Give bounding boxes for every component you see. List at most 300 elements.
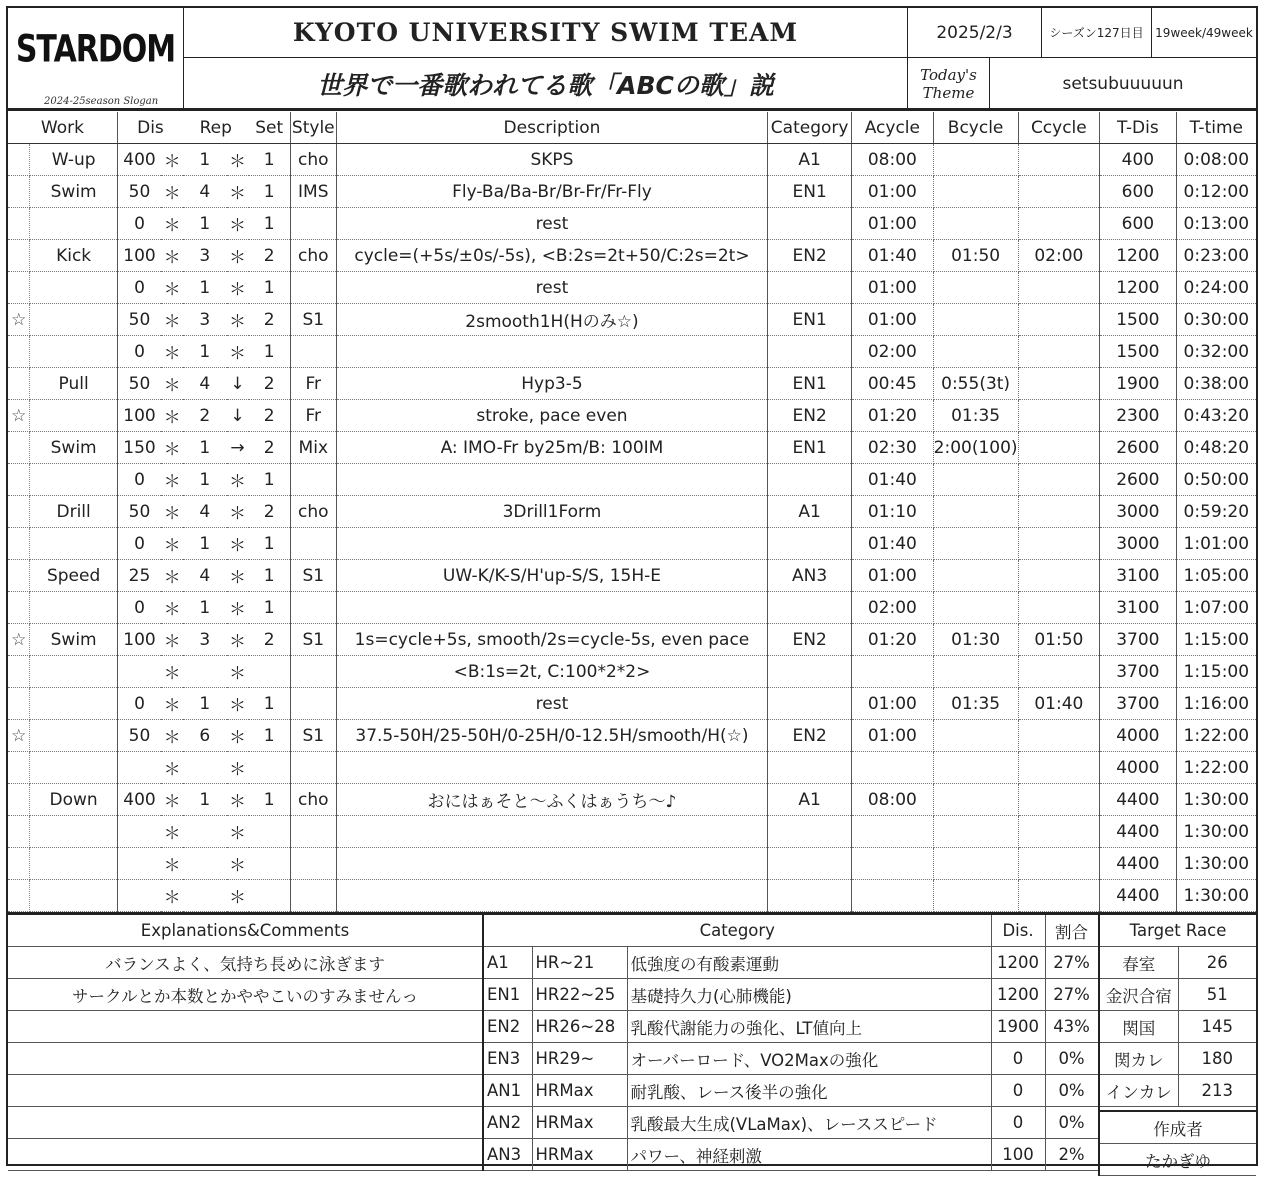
rep-cell [183, 848, 227, 880]
mult-symbol: ＊ [161, 656, 183, 688]
workout-row [8, 880, 1256, 912]
description-cell: rest [336, 208, 767, 240]
category-dis: 0 [991, 1075, 1045, 1107]
bcycle-cell [933, 656, 1018, 688]
set-symbol: ＊ [227, 816, 249, 848]
mult-symbol: ＊ [161, 336, 183, 368]
rep-cell: 1 [183, 464, 227, 496]
week-cell: 19week/49week [1152, 8, 1256, 58]
race-name: 金沢合宿 [1100, 979, 1178, 1011]
ccycle-cell [1018, 272, 1100, 304]
category-dis: 1900 [991, 1011, 1045, 1043]
dis-cell: 50 [117, 176, 161, 208]
work-cell [30, 752, 117, 784]
ttime-cell: 0:12:00 [1176, 176, 1256, 208]
rep-cell: 6 [183, 720, 227, 752]
category-section [482, 915, 1100, 1171]
style-cell [290, 752, 336, 784]
category-title: Category [484, 915, 991, 947]
star-cell [8, 752, 30, 784]
star-cell [8, 208, 30, 240]
dis-cell: 50 [117, 496, 161, 528]
set-cell [249, 816, 291, 848]
bcycle-cell [933, 496, 1018, 528]
acycle-cell: 08:00 [852, 144, 934, 176]
bcycle-cell: 01:50 [933, 240, 1018, 272]
description-cell: 1s=cycle+5s, smooth/2s=cycle-5s, even pace [336, 624, 767, 656]
col-description: Description [336, 112, 767, 144]
work-cell [30, 688, 117, 720]
set-symbol: ＊ [227, 176, 249, 208]
set-cell: 1 [249, 208, 291, 240]
race-name: 春室 [1100, 947, 1178, 979]
category-cell: EN1 [768, 176, 852, 208]
workout-row [8, 464, 1256, 496]
set-symbol: ＊ [227, 784, 249, 816]
comment-line: バランスよく、気持ち長めに泳ぎます [8, 947, 482, 979]
star-cell [8, 272, 30, 304]
mult-symbol: ＊ [161, 592, 183, 624]
work-cell: Speed [30, 560, 117, 592]
category-ratio: 2% [1045, 1139, 1098, 1171]
ccycle-cell [1018, 560, 1100, 592]
work-cell: Down [30, 784, 117, 816]
rep-cell [183, 656, 227, 688]
set-cell: 2 [249, 240, 291, 272]
style-cell: S1 [290, 560, 336, 592]
tdis-cell: 3700 [1100, 624, 1176, 656]
set-cell: 1 [249, 592, 291, 624]
col-acycle: Acycle [852, 112, 934, 144]
bcycle-cell [933, 304, 1018, 336]
comment-line: サークルとか本数とかややこいのすみませんっ [8, 979, 482, 1011]
work-cell: Swim [30, 176, 117, 208]
set-cell: 1 [249, 272, 291, 304]
race-days: 180 [1178, 1043, 1256, 1075]
star-cell [8, 336, 30, 368]
category-code: EN2 [484, 1011, 532, 1043]
col-style: Style [290, 112, 336, 144]
category-cell: EN1 [768, 368, 852, 400]
style-cell [290, 816, 336, 848]
work-cell: Drill [30, 496, 117, 528]
tdis-cell: 4000 [1100, 720, 1176, 752]
mult-symbol: ＊ [161, 880, 183, 912]
work-cell [30, 592, 117, 624]
description-cell: おにはぁそと～ふくはぁうち～♪ [336, 784, 767, 816]
theme-label-line1: Today's [920, 65, 977, 84]
table-header-row [8, 112, 1256, 144]
star-cell: ☆ [8, 304, 30, 336]
tdis-cell: 3000 [1100, 496, 1176, 528]
set-symbol: ＊ [227, 336, 249, 368]
workout-row [8, 304, 1256, 336]
category-row [484, 1075, 1098, 1107]
dis-cell: 100 [117, 400, 161, 432]
ccycle-cell [1018, 656, 1100, 688]
tdis-cell: 3000 [1100, 528, 1176, 560]
set-symbol: ＊ [227, 528, 249, 560]
acycle-cell: 02:00 [852, 592, 934, 624]
ttime-cell: 0:38:00 [1176, 368, 1256, 400]
mult-symbol: ＊ [161, 272, 183, 304]
description-cell [336, 752, 767, 784]
mult-symbol: ＊ [161, 432, 183, 464]
category-cell [768, 880, 852, 912]
ccycle-cell: 01:40 [1018, 688, 1100, 720]
category-hr: HR~21 [532, 947, 627, 979]
rep-cell: 1 [183, 528, 227, 560]
ttime-cell: 1:30:00 [1176, 816, 1256, 848]
dis-cell: 50 [117, 368, 161, 400]
ccycle-cell [1018, 720, 1100, 752]
dis-cell: 0 [117, 336, 161, 368]
rep-cell: 4 [183, 176, 227, 208]
mult-symbol: ＊ [161, 752, 183, 784]
workout-row [8, 208, 1256, 240]
dis-cell [117, 816, 161, 848]
author-label: 作成者 [1100, 1111, 1256, 1144]
dis-cell [117, 880, 161, 912]
col-category: Category [768, 112, 852, 144]
set-symbol: ＊ [227, 848, 249, 880]
acycle-cell: 02:00 [852, 336, 934, 368]
dis-cell: 0 [117, 688, 161, 720]
rep-cell: 3 [183, 624, 227, 656]
ttime-cell: 1:05:00 [1176, 560, 1256, 592]
mult-symbol: ＊ [161, 208, 183, 240]
bcycle-cell [933, 880, 1018, 912]
category-dis: 0 [991, 1043, 1045, 1075]
mult-symbol: ＊ [161, 144, 183, 176]
workout-row [8, 656, 1256, 688]
star-cell [8, 432, 30, 464]
style-cell: cho [290, 240, 336, 272]
category-cell [768, 208, 852, 240]
style-cell [290, 528, 336, 560]
dis-cell: 150 [117, 432, 161, 464]
workout-row [8, 848, 1256, 880]
acycle-cell: 01:20 [852, 624, 934, 656]
rep-cell: 1 [183, 272, 227, 304]
race-days: 51 [1178, 979, 1256, 1011]
race-days: 145 [1178, 1011, 1256, 1043]
star-cell [8, 784, 30, 816]
set-cell: 1 [249, 688, 291, 720]
star-cell [8, 688, 30, 720]
style-cell: Fr [290, 368, 336, 400]
rep-cell: 4 [183, 368, 227, 400]
category-code: AN3 [484, 1139, 532, 1171]
star-cell [8, 848, 30, 880]
set-symbol: ＊ [227, 560, 249, 592]
work-cell: W-up [30, 144, 117, 176]
description-cell [336, 464, 767, 496]
dis-cell: 0 [117, 272, 161, 304]
category-hr: HRMax [532, 1075, 627, 1107]
category-cell: EN2 [768, 720, 852, 752]
ccycle-cell [1018, 400, 1100, 432]
style-cell: cho [290, 784, 336, 816]
category-cell [768, 656, 852, 688]
category-row [484, 947, 1098, 979]
bcycle-cell: 0:55(3t) [933, 368, 1018, 400]
bcycle-cell [933, 208, 1018, 240]
set-symbol: ＊ [227, 496, 249, 528]
style-cell: S1 [290, 304, 336, 336]
stardom-logo: STARDOM [15, 27, 176, 72]
style-cell [290, 656, 336, 688]
ttime-cell: 1:15:00 [1176, 624, 1256, 656]
category-cell [768, 336, 852, 368]
col-bcycle: Bcycle [933, 112, 1018, 144]
ttime-cell: 1:07:00 [1176, 592, 1256, 624]
set-symbol: ↓ [227, 368, 249, 400]
bcycle-cell [933, 816, 1018, 848]
category-cell: EN1 [768, 432, 852, 464]
star-cell [8, 176, 30, 208]
season-day-cell: シーズン127日目 [1042, 8, 1152, 58]
tdis-cell: 1200 [1100, 272, 1176, 304]
bcycle-cell: 01:35 [933, 400, 1018, 432]
work-cell [30, 208, 117, 240]
ccycle-cell [1018, 848, 1100, 880]
work-cell [30, 656, 117, 688]
acycle-cell: 01:40 [852, 464, 934, 496]
workout-table [8, 112, 1256, 912]
dis-cell: 100 [117, 624, 161, 656]
rep-cell: 1 [183, 784, 227, 816]
style-cell: cho [290, 496, 336, 528]
dis-cell [117, 848, 161, 880]
star-cell [8, 240, 30, 272]
col-dis: Dis [117, 112, 183, 144]
category-cell [768, 688, 852, 720]
rep-cell [183, 880, 227, 912]
mult-symbol: ＊ [161, 496, 183, 528]
style-cell [290, 208, 336, 240]
set-cell [249, 656, 291, 688]
set-cell: 2 [249, 304, 291, 336]
star-cell [8, 560, 30, 592]
set-cell: 1 [249, 560, 291, 592]
acycle-cell [852, 656, 934, 688]
work-cell: Kick [30, 240, 117, 272]
tdis-cell: 600 [1100, 208, 1176, 240]
category-ratio: 27% [1045, 947, 1098, 979]
workout-row [8, 400, 1256, 432]
acycle-cell: 01:00 [852, 720, 934, 752]
description-cell: 2smooth1H(Hのみ☆) [336, 304, 767, 336]
race-row [1100, 979, 1256, 1011]
set-symbol: ＊ [227, 880, 249, 912]
workout-row [8, 624, 1256, 656]
description-cell: Fly-Ba/Ba-Br/Br-Fr/Fr-Fly [336, 176, 767, 208]
rep-cell: 2 [183, 400, 227, 432]
bcycle-cell [933, 528, 1018, 560]
workout-row [8, 336, 1256, 368]
work-cell [30, 816, 117, 848]
ttime-cell: 1:22:00 [1176, 720, 1256, 752]
category-row [484, 1011, 1098, 1043]
star-cell [8, 496, 30, 528]
ttime-cell: 1:16:00 [1176, 688, 1256, 720]
set-cell: 1 [249, 464, 291, 496]
tdis-cell: 2600 [1100, 464, 1176, 496]
workout-row [8, 688, 1256, 720]
category-cell: A1 [768, 144, 852, 176]
acycle-cell: 01:00 [852, 176, 934, 208]
description-cell: rest [336, 688, 767, 720]
category-cell [768, 848, 852, 880]
mult-symbol: ＊ [161, 816, 183, 848]
category-cell: A1 [768, 496, 852, 528]
category-cell [768, 752, 852, 784]
dis-cell: 25 [117, 560, 161, 592]
category-cell: EN1 [768, 304, 852, 336]
bcycle-cell [933, 144, 1018, 176]
tdis-cell: 4400 [1100, 848, 1176, 880]
description-cell: stroke, pace even [336, 400, 767, 432]
theme-label [908, 58, 990, 110]
work-cell: Swim [30, 432, 117, 464]
description-cell [336, 528, 767, 560]
ttime-cell: 0:59:20 [1176, 496, 1256, 528]
style-cell [290, 880, 336, 912]
ccycle-cell [1018, 752, 1100, 784]
set-symbol: ＊ [227, 240, 249, 272]
race-row [1100, 1011, 1256, 1043]
race-name: 関国 [1100, 1011, 1178, 1043]
category-desc: パワー、神経刺激 [627, 1139, 991, 1171]
workout-row [8, 272, 1256, 304]
tdis-cell: 3100 [1100, 560, 1176, 592]
category-hr: HR22~25 [532, 979, 627, 1011]
category-ratio-header: 割合 [1045, 915, 1098, 947]
category-cell: EN2 [768, 240, 852, 272]
description-cell: 3Drill1Form [336, 496, 767, 528]
ccycle-cell: 01:50 [1018, 624, 1100, 656]
race-name: インカレ [1100, 1075, 1178, 1107]
category-desc: オーバーロード、VO2Maxの強化 [627, 1043, 991, 1075]
logo-cell [8, 8, 184, 110]
category-row [484, 1139, 1098, 1171]
category-row [484, 1107, 1098, 1139]
ttime-cell: 0:24:00 [1176, 272, 1256, 304]
tdis-cell: 1900 [1100, 368, 1176, 400]
target-race-section [1098, 915, 1258, 1176]
bcycle-cell [933, 592, 1018, 624]
description-cell: A: IMO-Fr by25m/B: 100IM [336, 432, 767, 464]
work-cell [30, 400, 117, 432]
comment-line [8, 1043, 482, 1075]
star-cell: ☆ [8, 624, 30, 656]
dis-cell: 50 [117, 720, 161, 752]
set-symbol: ＊ [227, 208, 249, 240]
category-ratio: 0% [1045, 1107, 1098, 1139]
ttime-cell: 0:43:20 [1176, 400, 1256, 432]
category-code: EN1 [484, 979, 532, 1011]
category-ratio: 0% [1045, 1075, 1098, 1107]
bcycle-cell: 01:30 [933, 624, 1018, 656]
race-row [1100, 947, 1256, 979]
description-cell: UW-K/K-S/H'up-S/S, 15H-E [336, 560, 767, 592]
mult-symbol: ＊ [161, 528, 183, 560]
rep-cell: 4 [183, 560, 227, 592]
set-symbol: ＊ [227, 624, 249, 656]
comments-section [8, 915, 482, 1171]
set-cell [249, 880, 291, 912]
tdis-cell: 400 [1100, 144, 1176, 176]
dis-cell: 400 [117, 144, 161, 176]
col-rep: Rep [183, 112, 248, 144]
ttime-cell: 1:30:00 [1176, 880, 1256, 912]
set-cell: 2 [249, 368, 291, 400]
category-desc: 耐乳酸、レース後半の強化 [627, 1075, 991, 1107]
category-ratio: 27% [1045, 979, 1098, 1011]
ttime-cell: 1:30:00 [1176, 784, 1256, 816]
star-cell [8, 816, 30, 848]
comments-title: Explanations&Comments [8, 915, 482, 947]
rep-cell: 1 [183, 592, 227, 624]
mult-symbol: ＊ [161, 400, 183, 432]
set-cell: 1 [249, 720, 291, 752]
work-cell [30, 528, 117, 560]
style-cell: cho [290, 144, 336, 176]
star-cell [8, 144, 30, 176]
ccycle-cell [1018, 304, 1100, 336]
star-cell: ☆ [8, 720, 30, 752]
ccycle-cell [1018, 208, 1100, 240]
category-cell [768, 272, 852, 304]
style-cell: Mix [290, 432, 336, 464]
set-cell: 1 [249, 528, 291, 560]
category-desc: 基礎持久力(心肺機能) [627, 979, 991, 1011]
workout-row [8, 176, 1256, 208]
race-row [1100, 1043, 1256, 1075]
mult-symbol: ＊ [161, 848, 183, 880]
col-ccycle: Ccycle [1018, 112, 1100, 144]
acycle-cell: 01:00 [852, 272, 934, 304]
dis-cell: 0 [117, 208, 161, 240]
rep-cell: 1 [183, 208, 227, 240]
tdis-cell: 1500 [1100, 336, 1176, 368]
workout-row [8, 240, 1256, 272]
author-name: たかぎゆ [1100, 1144, 1256, 1176]
description-cell [336, 336, 767, 368]
set-symbol: ＊ [227, 688, 249, 720]
style-cell: S1 [290, 720, 336, 752]
bcycle-cell [933, 848, 1018, 880]
comment-line [8, 1011, 482, 1043]
set-cell: 1 [249, 336, 291, 368]
category-ratio: 0% [1045, 1043, 1098, 1075]
col-set: Set [249, 112, 291, 144]
workout-row [8, 432, 1256, 464]
tdis-cell: 4000 [1100, 752, 1176, 784]
race-days: 213 [1178, 1075, 1256, 1107]
ccycle-cell [1018, 592, 1100, 624]
rep-cell: 1 [183, 688, 227, 720]
work-cell: Swim [30, 624, 117, 656]
tdis-cell: 4400 [1100, 816, 1176, 848]
theme-label-line2: Theme [922, 83, 975, 102]
star-cell [8, 592, 30, 624]
acycle-cell: 01:40 [852, 528, 934, 560]
work-cell [30, 304, 117, 336]
category-hr: HRMax [532, 1107, 627, 1139]
category-ratio: 43% [1045, 1011, 1098, 1043]
